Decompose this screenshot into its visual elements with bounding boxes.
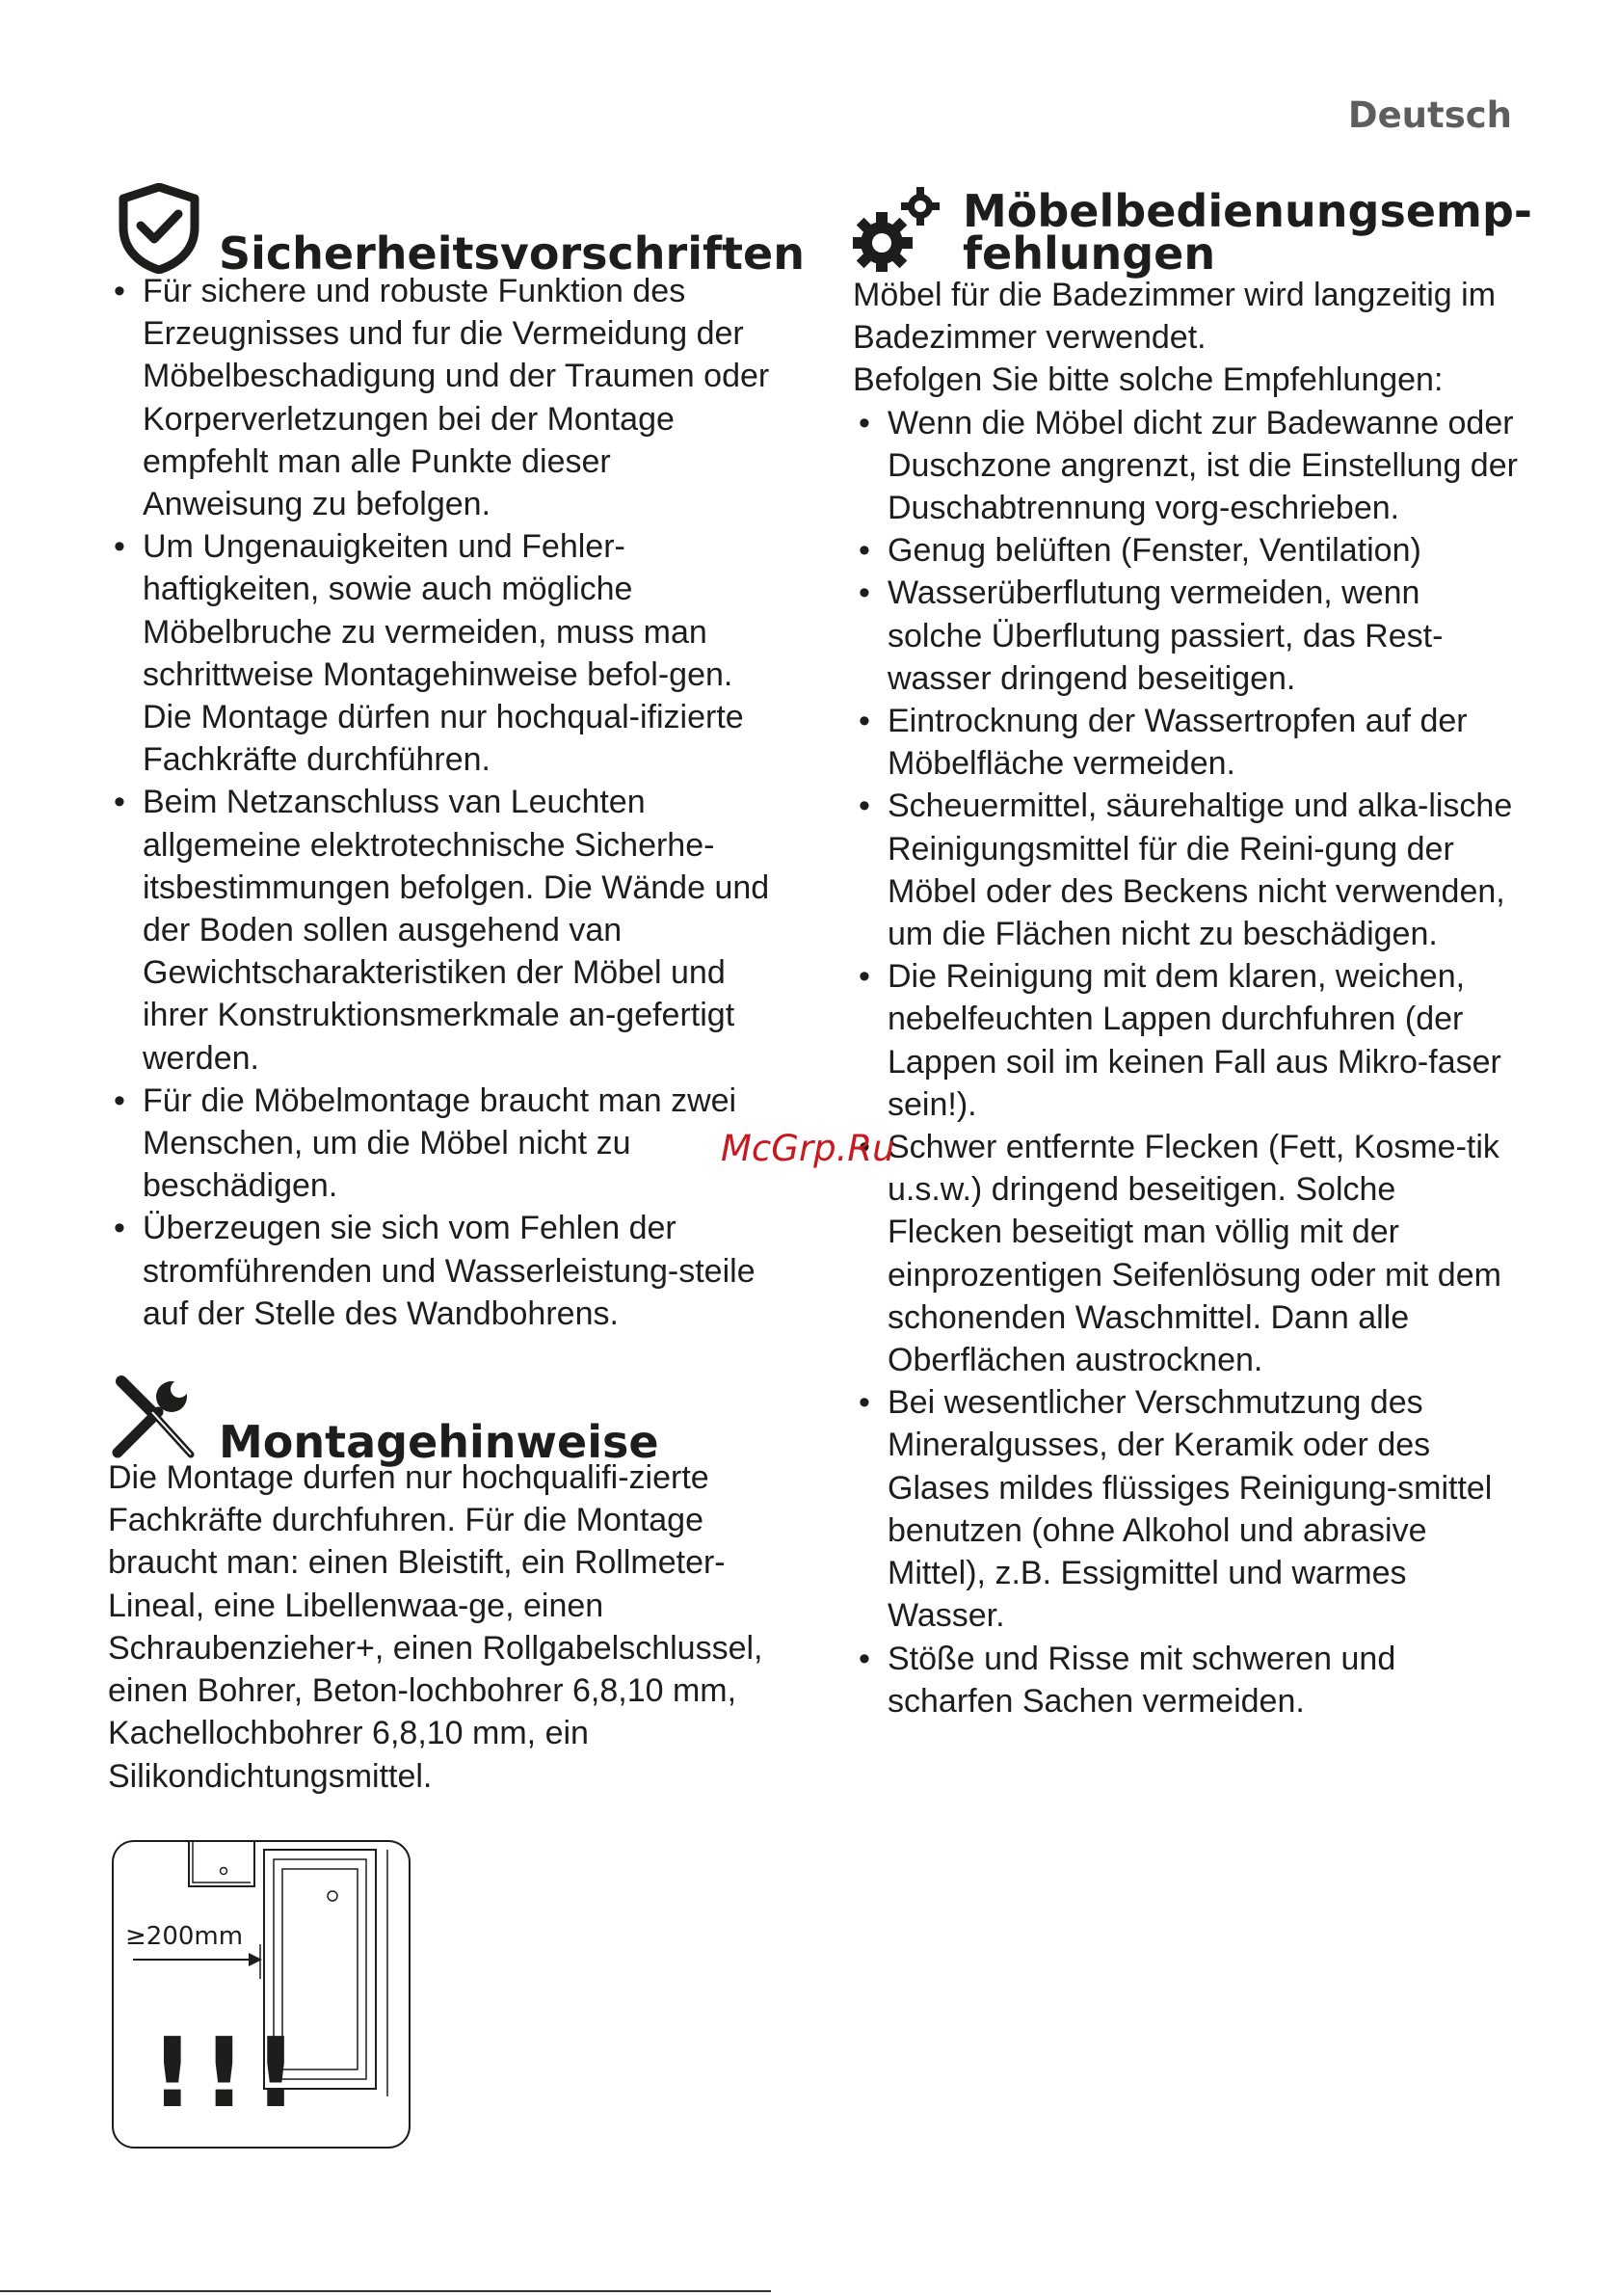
distance-label: ≥200mm	[125, 1922, 244, 1951]
list-item: • Genug belüften (Fenster, Ventilation)	[853, 529, 1518, 572]
list-item: • Schwer entfernte Flecken (Fett, Kosme-tik u.s.w.) dringend beseitigen. Solche Flecken beseitigt man völlig mit der einprozentigen Seifenlösung oder mit dem schonenden Waschmittel. Dann alle Oberflächen austrocknen.	[853, 1126, 1518, 1381]
watermark: McGrp.Ru	[721, 1128, 895, 1169]
list-item: • Um Ungenauigkeiten und Fehler-haftigkeiten, sowie auch mögliche Möbelbruche zu vermeiden, muss man schrittweise Montagehinweise befol-gen. Die Montage dürfen nur hochqual-ifizierte Fachkräfte durchführen.	[108, 525, 773, 781]
mounting-title: Montagehinweise	[219, 1416, 659, 1469]
care-intro-2: Befolgen Sie bitte solche Empfehlungen:	[853, 361, 1444, 399]
care-title-line2: fehlungen	[963, 227, 1216, 280]
list-item: • Bei wesentlicher Verschmutzung des Mineralgusses, der Keramik oder des Glases mildes flüssiges Reinigung-smittel benutzen (ohne Alkohol und abrasive Mittel), z.B. Essigmittel und warmes Wasser.	[853, 1381, 1518, 1637]
list-item: • Beim Netzanschluss van Leuchten allgemeine elektrotechnische Sicherhe-itsbestimmungen befolgen. Die Wände und der Boden sollen ausgehend van Gewichtscharakteristiken der Möbel und ihrer Konstruktionsmerkmale an-gefertigt werden.	[108, 781, 773, 1079]
care-title-line1: Möbelbedienungsemp-	[963, 185, 1532, 237]
tools-icon	[108, 1372, 200, 1462]
list-item: • Wenn die Möbel dicht zur Badewanne oder Duschzone angrenzt, ist die Einstellung der Duschabtrennung vorg-eschrieben.	[853, 402, 1518, 530]
warning-marks: !!!	[150, 2016, 305, 2129]
footer-divider	[0, 2290, 771, 2292]
list-item: • Eintrocknung der Wassertropfen auf der Möbelfläche vermeiden.	[853, 700, 1518, 785]
list-item: • Überzeugen sie sich vom Fehlen der stromführenden und Wasserleistung-steile auf der Stelle des Wandbohrens.	[108, 1207, 773, 1335]
gears-icon	[853, 185, 942, 274]
mounting-text: Die Montage durfen nur hochqualifi-zierte Fachkräfte durchfuhren. Für die Montage braucht man: einen Bleistift, ein Rollmeter-Lineal, eine Libellenwaa-ge, einen Schraubenzieher+, einen Rollgabelschlussel, einen Bohrer, Beton-lochbohrer 6,8,10 mm, Kachellochbohrer 6,8,10 mm, ein Silikondichtungsmittel.	[108, 1459, 763, 1795]
installation-diagram	[108, 1836, 416, 2159]
care-intro-1: Möbel für die Badezimmer wird langzeitig im Badezimmer verwendet.	[853, 277, 1497, 357]
list-item: • Für die Möbelmontage braucht man zwei Menschen, um die Möbel nicht zu beschädigen.	[108, 1080, 773, 1208]
list-item: • Scheuermittel, säurehaltige und alka-lische Reinigungsmittel für die Reini-gung der Möbel oder des Beckens nicht verwenden, um die Flächen nicht zu beschädigen.	[853, 785, 1518, 955]
right-column	[853, 183, 1532, 1722]
care-list	[853, 402, 1518, 1722]
shield-check-icon	[118, 183, 200, 274]
language-label: Deutsch	[1347, 94, 1512, 136]
mounting-header	[108, 1372, 773, 1469]
list-item: • Stöße und Risse mit schweren und scharfen Sachen vermeiden.	[853, 1638, 1518, 1722]
left-column	[108, 183, 805, 1798]
safety-title: Sicherheitsvorschriften	[219, 227, 805, 280]
installation-diagram-drawing	[108, 1836, 416, 2154]
safety-header	[108, 183, 805, 280]
list-item: • Die Reinigung mit dem klaren, weichen, nebelfeuchten Lappen durchfuhren (der Lappen soil im keinen Fall aus Mikro-faser sein!).	[853, 955, 1518, 1126]
list-item: • Für sichere und robuste Funktion des Erzeugnisses und fur die Vermeidung der Möbelbeschadigung und der Traumen oder Korperverletzungen bei der Montage empfehlt man alle Punkte dieser Anweisung zu befolgen.	[108, 270, 773, 525]
care-header	[853, 183, 1532, 280]
list-item: • Wasserüberflutung vermeiden, wenn solche Überflutung passiert, das Rest-wasser dringend beseitigen.	[853, 572, 1518, 700]
safety-list	[108, 270, 773, 1335]
